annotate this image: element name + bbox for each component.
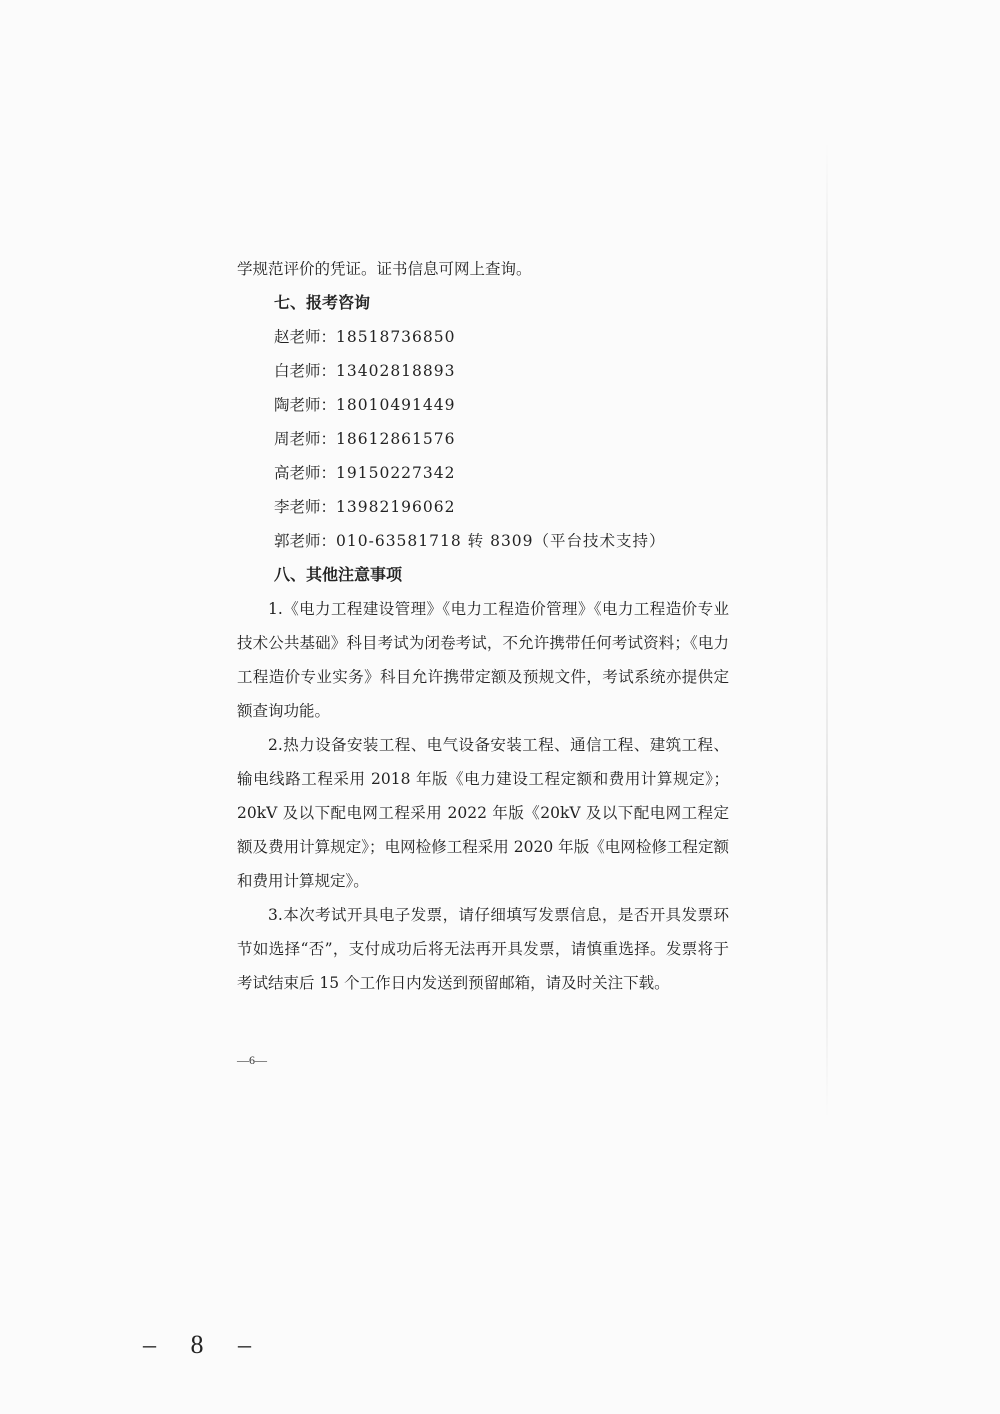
contact-phone: 18010491449 xyxy=(336,396,456,414)
section-8-title: 八、其他注意事项 xyxy=(274,565,403,584)
intro-fragment: 学规范评价的凭证。证书信息可网上查询。 xyxy=(237,260,532,278)
contact-label: 李老师： xyxy=(274,498,337,516)
outer-page-number: – 8 – xyxy=(143,1330,265,1359)
contact-label: 郭老师： xyxy=(274,532,337,550)
contact-phone: 13402818893 xyxy=(336,362,456,380)
notice-item-3: 3.本次考试开具电子发票，请仔细填写发票信息，是否开具发票环节如选择“否”，支付成功后将无法再开具发票，请慎重选择。发票将于考试结束后 15 个工作日内发送到预留邮箱，请及时关注下载。 xyxy=(237,906,729,992)
contact-phone: 010-63581718 转 8309（平台技术支持） xyxy=(336,532,666,550)
contact-label: 白老师： xyxy=(274,362,337,380)
contact-phone: 18612861576 xyxy=(336,430,456,448)
contact-list xyxy=(237,320,729,558)
contact-item xyxy=(237,524,729,558)
contact-label: 高老师： xyxy=(274,464,337,482)
contact-label: 赵老师： xyxy=(274,328,337,346)
contact-item xyxy=(237,354,729,388)
contact-item xyxy=(237,490,729,524)
contact-label: 陶老师： xyxy=(274,396,337,414)
section-7-title: 七、报考咨询 xyxy=(274,293,371,312)
notice-item-1: 1.《电力工程建设管理》《电力工程造价管理》《电力工程造价专业技术公共基础》科目考试为闭卷考试，不允许携带任何考试资料；《电力工程造价专业实务》科目允许携带定额及预规文件，考试系统亦提供定额查询功能。 xyxy=(237,600,729,720)
contact-item xyxy=(237,320,729,354)
contact-item xyxy=(237,456,729,490)
inner-page-number: —6— xyxy=(237,1053,267,1067)
contact-item xyxy=(237,388,729,422)
document-body xyxy=(237,252,729,1000)
notice-item-2: 2.热力设备安装工程、电气设备安装工程、通信工程、建筑工程、输电线路工程采用 2018 年版《电力建设工程定额和费用计算规定》；20kV 及以下配电网工程采用 2022 年版《20kV 及以下配电网工程定额及费用计算规定》；电网检修工程采用 2020 年版《电网检修工程定额和费用计算规定》。 xyxy=(237,736,729,890)
contact-phone: 19150227342 xyxy=(336,464,456,482)
contact-phone: 18518736850 xyxy=(336,328,456,346)
contact-label: 周老师： xyxy=(274,430,337,448)
scanned-sheet-edge xyxy=(826,140,828,1120)
contact-phone: 13982196062 xyxy=(336,498,456,516)
contact-item xyxy=(237,422,729,456)
